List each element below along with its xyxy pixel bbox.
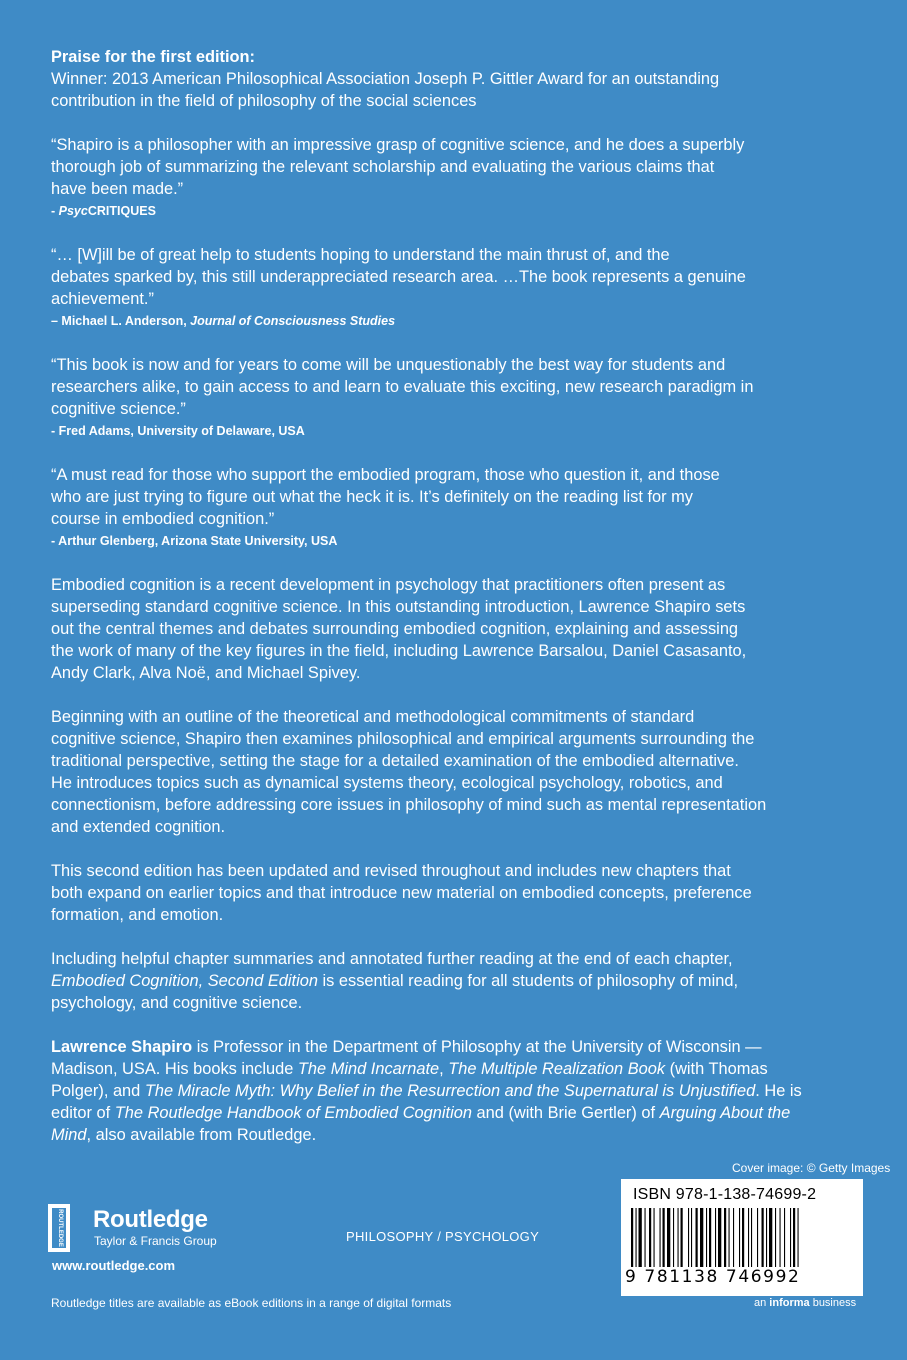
back-cover-text xyxy=(51,46,863,1146)
award-line: contribution in the field of philosophy of the social sciences xyxy=(51,92,477,110)
quote-line: have been made.” xyxy=(51,180,184,198)
description-line: Embodied cognition is a recent development in psychology that practitioners often present as xyxy=(51,576,726,594)
bio-line: Lawrence Shapiro is Professor in the Department of Philosophy at the University of Wisconsin — xyxy=(51,1038,762,1056)
praise-heading: Praise for the first edition: xyxy=(51,48,256,66)
description-line: connectionism, before addressing core issues in philosophy of mind such as mental representation xyxy=(51,796,767,814)
bio-line: Mind, also available from Routledge. xyxy=(51,1126,317,1144)
description-paragraph xyxy=(51,948,863,1014)
quote-attribution: – Michael L. Anderson, Journal of Consciousness Studies xyxy=(51,314,396,328)
quote-block xyxy=(51,354,863,442)
isbn-label: ISBN 978-1-138-74699-2 xyxy=(633,1186,817,1203)
bio-line: editor of The Routledge Handbook of Embodied Cognition and (with Brie Gertler) of Arguing About the xyxy=(51,1104,791,1122)
quote-line: researchers alike, to gain access to and learn to evaluate this exciting, new research paradigm in xyxy=(51,378,754,396)
publisher-logo xyxy=(48,1200,248,1280)
description-paragraph xyxy=(51,860,863,926)
description-line: cognitive science, Shapiro then examines philosophical and empirical arguments surrounding the xyxy=(51,730,755,748)
description-line: formation, and emotion. xyxy=(51,906,224,924)
quote-attribution: - Fred Adams, University of Delaware, USA xyxy=(51,424,305,438)
description-line: psychology, and cognitive science. xyxy=(51,994,303,1012)
description-line: and extended cognition. xyxy=(51,818,226,836)
quote-line: “… [W]ill be of great help to students hoping to understand the main thrust of, and the xyxy=(51,246,670,264)
author-bio xyxy=(51,1036,863,1146)
cover-credit: Cover image: © Getty Images xyxy=(732,1161,891,1175)
description-line: the work of many of the key figures in the field, including Lawrence Barsalou, Daniel Casasanto, xyxy=(51,642,747,660)
quote-line: “A must read for those who support the embodied program, those who question it, and those xyxy=(51,466,720,484)
description-line: This second edition has been updated and revised throughout and includes new chapters that xyxy=(51,862,731,880)
barcode-digits: 9 781138 746992 xyxy=(625,1267,801,1287)
description-line: superseding standard cognitive science. In this outstanding introduction, Lawrence Shapiro sets xyxy=(51,598,746,616)
description-paragraph xyxy=(51,574,863,684)
isbn-barcode xyxy=(621,1179,863,1296)
quote-line: debates sparked by, this still underappreciated research area. …The book represents a genuine xyxy=(51,268,746,286)
description-line: traditional perspective, setting the stage for a detailed examination of the embodied alternative. xyxy=(51,752,739,770)
publisher-group: Taylor & Francis Group xyxy=(94,1234,217,1248)
bio-line: Polger), and The Miracle Myth: Why Belief in the Resurrection and the Supernatural is Unjustified. He is xyxy=(51,1082,802,1100)
description-line: out the central themes and debates surrounding embodied cognition, explaining and assessing xyxy=(51,620,739,638)
quote-line: cognitive science.” xyxy=(51,400,186,418)
quote-attribution: - Arthur Glenberg, Arizona State University, USA xyxy=(51,534,338,548)
author-name: Lawrence Shapiro xyxy=(51,1038,193,1056)
description-line: Andy Clark, Alva Noë, and Michael Spivey. xyxy=(51,664,361,682)
informa-tagline: an informa business xyxy=(754,1297,857,1309)
svg-text:ROUTLEDGE: ROUTLEDGE xyxy=(57,1209,63,1247)
quote-line: course in embodied cognition.” xyxy=(51,510,275,528)
quote-line: who are just trying to figure out what the heck it is. It’s definitely on the reading list for my xyxy=(51,488,693,506)
quote-line: achievement.” xyxy=(51,290,154,308)
subject-category: PHILOSOPHY / PSYCHOLOGY xyxy=(346,1229,540,1244)
bio-line: Madison, USA. His books include The Mind Incarnate, The Multiple Realization Book (with Thomas xyxy=(51,1060,768,1078)
description-line: Including helpful chapter summaries and annotated further reading at the end of each chapter, xyxy=(51,950,733,968)
description-line: both expand on earlier topics and that introduce new material on embodied concepts, preference xyxy=(51,884,752,902)
publisher-name: Routledge xyxy=(93,1206,208,1233)
routledge-logo-icon xyxy=(48,1204,70,1252)
quote-line: “This book is now and for years to come will be unquestionably the best way for students and xyxy=(51,356,726,374)
quote-line: thorough job of summarizing the relevant scholarship and evaluating the various claims that xyxy=(51,158,715,176)
award-line: Winner: 2013 American Philosophical Association Joseph P. Gittler Award for an outstanding xyxy=(51,70,720,88)
quote-block xyxy=(51,244,863,332)
description-line: Beginning with an outline of the theoretical and methodological commitments of standard xyxy=(51,708,695,726)
description-line: He introduces topics such as dynamical systems theory, ecological psychology, robotics, and xyxy=(51,774,723,792)
ebook-note: Routledge titles are available as eBook editions in a range of digital formats xyxy=(51,1296,452,1310)
publisher-url[interactable]: www.routledge.com xyxy=(52,1258,176,1273)
description-paragraph xyxy=(51,706,863,838)
quote-block xyxy=(51,464,863,552)
description-line: Embodied Cognition, Second Edition is essential reading for all students of philosophy of mind, xyxy=(51,972,739,990)
quote-line: “Shapiro is a philosopher with an impressive grasp of cognitive science, and he does a superbly xyxy=(51,136,745,154)
quote-attribution: - PsycCRITIQUES xyxy=(51,204,156,218)
quote-block xyxy=(51,134,863,222)
